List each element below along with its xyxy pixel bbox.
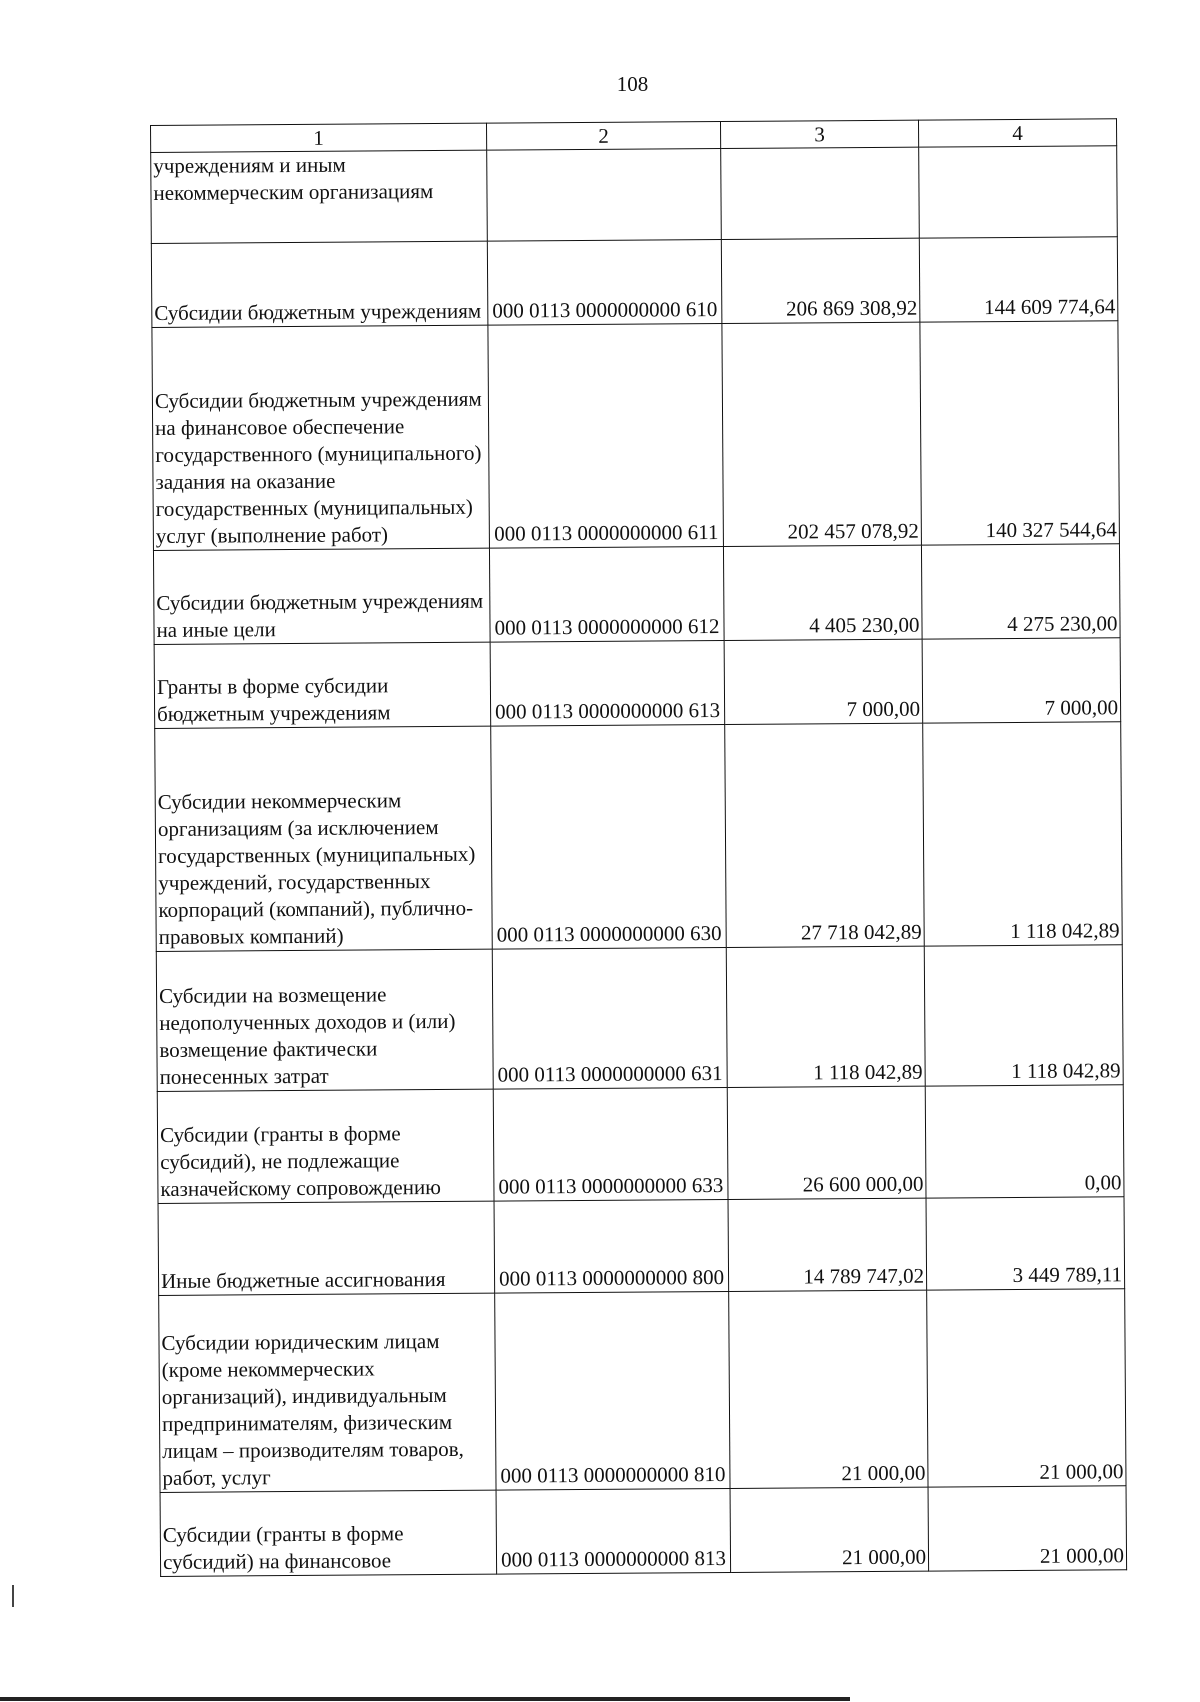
row-code: 000 0113 0000000000 810	[495, 1291, 730, 1490]
column-header-3: 3	[720, 120, 918, 148]
row-name: Субсидии на возмещение недополученных доходов и (или) возмещение фактически понесенных затрат	[156, 949, 493, 1091]
row-value-col3: 206 869 308,92	[721, 238, 920, 323]
row-code	[487, 149, 722, 242]
table-row	[155, 722, 1123, 952]
table-row	[157, 1085, 1124, 1204]
row-value-col4: 7 000,00	[922, 638, 1121, 723]
budget-table-container	[150, 118, 1128, 1575]
budget-table	[150, 118, 1127, 1577]
row-code: 000 0113 0000000000 612	[489, 547, 724, 643]
table-row	[151, 237, 1118, 328]
row-code: 000 0113 0000000000 800	[494, 1199, 729, 1293]
row-value-col4: 21 000,00	[927, 1289, 1126, 1487]
row-value-col3	[721, 147, 920, 239]
row-name: Субсидии (гранты в форме субсидий) на финансовое	[160, 1490, 497, 1576]
row-code: 000 0113 0000000000 610	[487, 240, 722, 326]
row-value-col4: 1 118 042,89	[924, 945, 1123, 1086]
column-header-4: 4	[918, 119, 1116, 147]
row-value-col3: 26 600 000,00	[727, 1086, 926, 1199]
row-name: Гранты в форме субсидии бюджетным учреждениям	[154, 642, 491, 728]
row-code: 000 0113 0000000000 613	[490, 641, 725, 727]
row-code: 000 0113 0000000000 813	[496, 1488, 731, 1574]
row-value-col3: 21 000,00	[730, 1487, 929, 1572]
row-name: Субсидии юридическим лицам (кроме некоммерческих организаций), индивидуальным предпринимателям, физическим лицам – производителям товаров, работ, услуг	[159, 1293, 496, 1492]
row-value-col3: 4 405 230,00	[723, 545, 922, 640]
table-row	[154, 638, 1121, 729]
row-value-col3: 21 000,00	[729, 1290, 928, 1488]
scan-bottom-line	[0, 1697, 850, 1701]
page-number: 108	[616, 72, 649, 96]
row-name: Субсидии бюджетным учреждениям на финансовое обеспечение государственного (муниципального) задания на оказание государственных (муниципальных) услуг (выполнение работ)	[152, 325, 490, 550]
row-value-col3: 202 457 078,92	[722, 322, 922, 546]
row-value-col4: 4 275 230,00	[921, 544, 1120, 639]
row-value-col4: 1 118 042,89	[923, 722, 1123, 946]
row-code: 000 0113 0000000000 630	[491, 725, 727, 950]
row-code: 000 0113 0000000000 633	[493, 1087, 728, 1201]
row-value-col3: 1 118 042,89	[726, 946, 925, 1087]
table-row	[152, 321, 1120, 551]
table-row	[153, 544, 1120, 645]
row-value-col4: 144 609 774,64	[919, 237, 1118, 322]
row-value-col4: 0,00	[925, 1085, 1124, 1198]
column-header-1: 1	[151, 123, 487, 152]
row-value-col4: 3 449 789,11	[926, 1197, 1125, 1290]
column-header-2: 2	[486, 122, 720, 151]
table-row	[156, 945, 1123, 1092]
table-row	[160, 1486, 1127, 1577]
table-row	[151, 146, 1118, 244]
row-code: 000 0113 0000000000 631	[492, 947, 727, 1089]
table-row	[158, 1197, 1125, 1296]
row-value-col4: 140 327 544,64	[920, 321, 1120, 545]
table-row	[159, 1289, 1126, 1493]
scan-edge-mark	[12, 1585, 14, 1607]
row-name: Субсидии некоммерческим организациям (за исключением государственных (муниципальных) учреждений, государственных корпораций (компаний), публично-правовых компаний)	[155, 726, 493, 951]
row-name: Иные бюджетные ассигнования	[158, 1201, 495, 1295]
row-code: 000 0113 0000000000 611	[488, 324, 724, 549]
row-name: Субсидии (гранты в форме субсидий), не подлежащие казначейскому сопровождению	[157, 1089, 494, 1203]
row-name: Субсидии бюджетным учреждениям	[151, 241, 488, 327]
row-value-col4	[919, 146, 1118, 238]
row-value-col4: 21 000,00	[928, 1486, 1127, 1571]
row-value-col3: 7 000,00	[724, 639, 923, 724]
row-name: Субсидии бюджетным учреждениям на иные цели	[153, 548, 490, 644]
row-value-col3: 14 789 747,02	[728, 1198, 927, 1291]
row-value-col3: 27 718 042,89	[725, 723, 925, 947]
row-name: учреждениям и иным некоммерческим организациям	[151, 150, 488, 243]
